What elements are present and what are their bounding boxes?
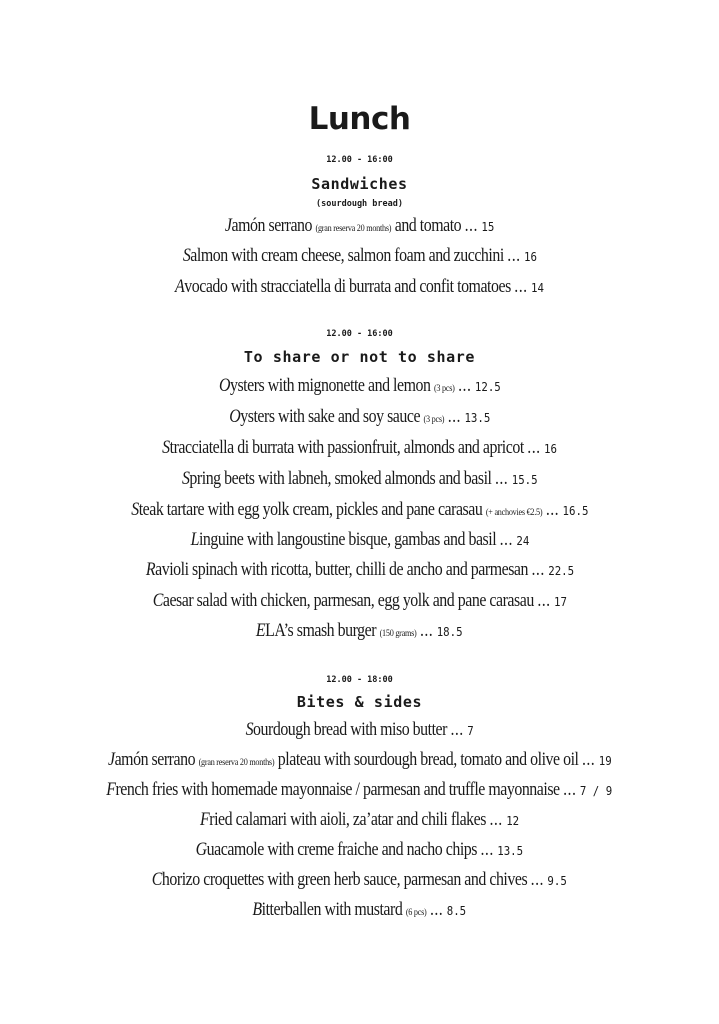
item-note: (gran reserva 20 months) <box>315 224 392 234</box>
item-separator: ... <box>464 216 478 236</box>
item-note: (3 pcs) <box>423 415 444 425</box>
item-price: 8.5 <box>446 903 467 918</box>
section-subtitle: (sourdough bread) <box>316 199 403 209</box>
menu-item <box>0 246 719 267</box>
section-time: 12.00 - 18:00 <box>326 675 393 685</box>
item-name: tracciatella di burrata with passionfruit, almonds and apricot <box>169 438 524 458</box>
item-separator: ... <box>450 720 464 740</box>
item-separator: ... <box>563 780 577 800</box>
item-initial: E <box>256 621 266 641</box>
section-heading: To share or not to share <box>243 348 476 366</box>
item-separator: ... <box>545 500 559 520</box>
item-initial: C <box>152 591 163 611</box>
item-name: amón serrano <box>231 216 312 236</box>
item-name-rest: plateau with sourdough bread, tomato and olive oil <box>277 750 579 770</box>
menu-item <box>0 277 719 298</box>
item-separator: ... <box>581 750 595 770</box>
menu-item <box>0 621 719 642</box>
item-initial: C <box>151 870 163 890</box>
item-note: (3 pcs) <box>433 384 455 394</box>
item-name: avioli spinach with ricotta, butter, chilli de ancho and parmesan <box>154 560 528 580</box>
item-separator: ... <box>494 469 508 489</box>
menu-item <box>0 780 719 801</box>
item-name: rench fries with homemade mayonnaise / parmesan and truffle mayonnaise <box>115 780 560 800</box>
menu-item <box>0 810 719 831</box>
item-price: 24 <box>515 533 529 548</box>
menu-item <box>0 840 719 861</box>
item-initial: G <box>195 840 207 860</box>
menu-item <box>0 469 719 490</box>
item-price: 16.5 <box>562 503 589 518</box>
item-initial: R <box>145 560 155 580</box>
item-initial: S <box>182 246 190 266</box>
item-price: 7 / 9 <box>580 783 613 798</box>
menu-item <box>0 407 719 428</box>
item-separator: ... <box>506 246 521 266</box>
item-separator: ... <box>430 900 444 920</box>
section-time: 12.00 - 16:00 <box>326 329 393 339</box>
item-name: pring beets with labneh, smoked almonds and basil <box>189 469 492 489</box>
item-separator: ... <box>480 840 494 860</box>
menu-item <box>0 438 719 459</box>
item-name: ysters with mignonette and lemon <box>229 376 431 396</box>
item-name: ysters with sake and soy sauce <box>239 407 420 427</box>
item-initial: B <box>252 900 262 920</box>
item-price: 19 <box>598 753 612 768</box>
item-price: 14 <box>531 280 544 295</box>
section-heading: Bites & sides <box>296 693 423 711</box>
item-initial: J <box>107 750 115 770</box>
item-separator: ... <box>530 870 545 890</box>
item-initial: J <box>224 216 232 236</box>
item-price: 22.5 <box>547 563 574 578</box>
item-price: 16 <box>523 249 537 264</box>
item-initial: O <box>218 376 230 396</box>
item-separator: ... <box>447 407 461 427</box>
item-name-rest: and tomato <box>394 216 462 236</box>
item-initial: F <box>106 780 116 800</box>
menu-item <box>0 750 719 771</box>
item-name: ried calamari with aioli, za’atar and chili flakes <box>209 810 486 830</box>
menu-item <box>0 870 719 891</box>
item-separator: ... <box>420 621 434 641</box>
item-name: uacamole with creme fraiche and nacho chips <box>206 840 478 860</box>
menu-item <box>0 530 719 551</box>
menu-item <box>0 720 719 741</box>
item-initial: A <box>175 277 185 297</box>
item-initial: S <box>245 720 253 740</box>
item-name: horizo croquettes with green herb sauce, parmesan and chives <box>162 870 528 890</box>
menu-item <box>0 216 719 237</box>
menu-item <box>0 900 719 921</box>
item-separator: ... <box>489 810 503 830</box>
item-price: 9.5 <box>547 873 568 888</box>
item-price: 17 <box>553 594 567 609</box>
menu-item <box>0 560 719 581</box>
section-heading: Sandwiches <box>311 175 408 193</box>
item-price: 15 <box>481 219 495 234</box>
item-separator: ... <box>499 530 513 550</box>
item-name: almon with cream cheese, salmon foam and zucchini <box>189 246 504 266</box>
item-price: 18.5 <box>436 624 463 639</box>
item-note: (6 pcs) <box>406 908 427 918</box>
item-note: (+ anchovies €2.5) <box>485 508 542 518</box>
item-separator: ... <box>527 438 541 458</box>
item-price: 15.5 <box>511 472 538 487</box>
item-note: (150 grams) <box>379 629 417 639</box>
menu-item <box>0 500 719 521</box>
item-initial: S <box>181 469 190 489</box>
item-initial: S <box>130 500 139 520</box>
item-price: 12 <box>506 813 520 828</box>
item-name: aesar salad with chicken, parmesan, egg yolk and pane carasau <box>162 591 534 611</box>
item-separator: ... <box>536 591 551 611</box>
item-price: 7 <box>467 723 474 738</box>
item-price: 13.5 <box>464 410 491 425</box>
item-price: 12.5 <box>474 379 501 394</box>
section-time: 12.00 - 16:00 <box>326 155 393 165</box>
item-name: LA’s smash burger <box>265 621 377 641</box>
item-note: (gran reserva 20 months) <box>198 758 274 768</box>
page-title: Lunch <box>308 101 411 137</box>
item-separator: ... <box>514 277 528 297</box>
item-name: ourdough bread with miso butter <box>252 720 447 740</box>
item-separator: ... <box>531 560 545 580</box>
item-initial: O <box>228 407 240 427</box>
item-initial: S <box>162 438 170 458</box>
item-price: 16 <box>543 441 557 456</box>
item-initial: F <box>199 810 210 830</box>
item-separator: ... <box>457 376 472 396</box>
item-name: itterballen with mustard <box>261 900 403 920</box>
item-name: amón serrano <box>114 750 195 770</box>
menu-item <box>0 376 719 397</box>
menu-item <box>0 591 719 612</box>
item-price: 13.5 <box>497 843 524 858</box>
item-name: inguine with langoustine bisque, gambas and basil <box>198 530 496 550</box>
item-name: vocado with stracciatella di burrata and confit tomatoes <box>184 277 511 297</box>
item-initial: L <box>190 530 199 550</box>
item-name: teak tartare with egg yolk cream, pickles and pane carasau <box>138 500 483 520</box>
